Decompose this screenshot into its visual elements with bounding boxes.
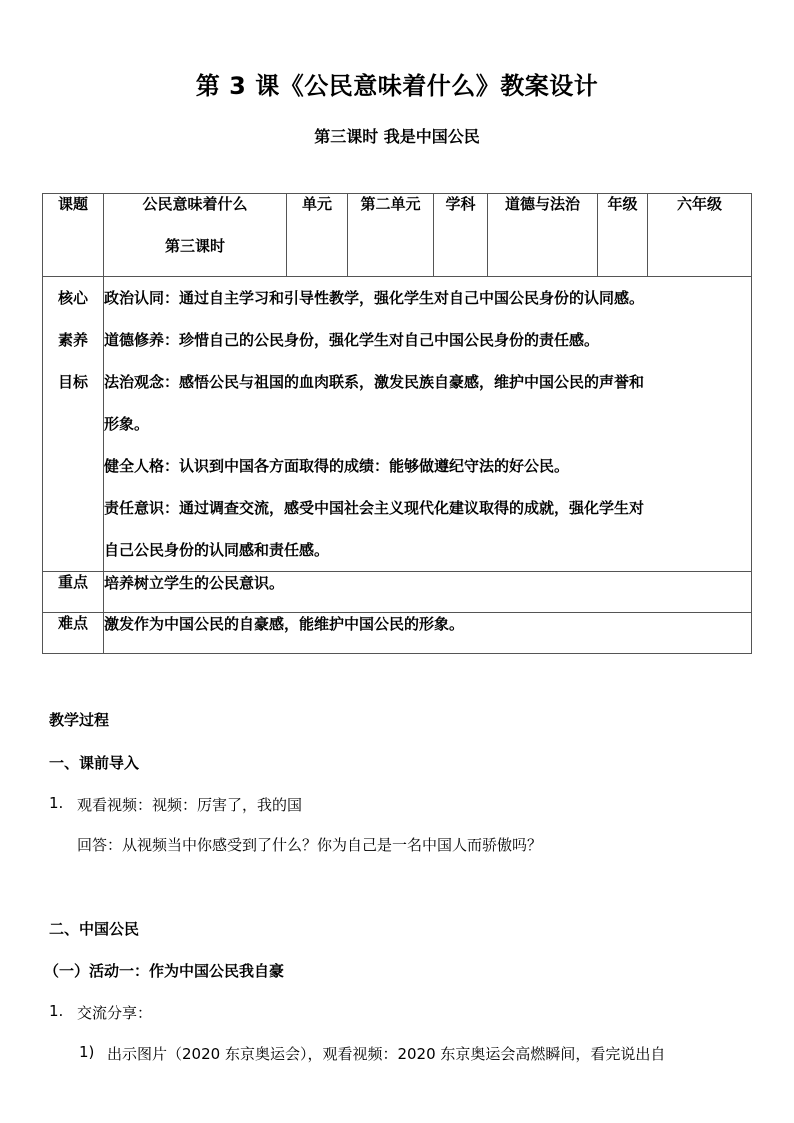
goal-line: 责任意识：通过调查交流，感受中国社会主义现代化建议取得的成就，强化学生对 [104, 499, 645, 517]
subject-label: 学科 [434, 194, 488, 277]
core-goals-label: 核心 素养 目标 [43, 277, 104, 572]
header-row [43, 194, 752, 277]
goal-line: 形象。 [104, 415, 150, 433]
goal-line: 道德修养：珍惜自己的公民身份，强化学生对自己中国公民身份的责任感。 [104, 331, 600, 349]
section-1-title: 一、课前导入 [49, 754, 140, 772]
subject-value: 道德与法治 [488, 194, 598, 277]
sub-list-number: 1) [79, 1043, 95, 1061]
document-title: 第 3 课《公民意味着什么》教案设计 [195, 72, 599, 100]
section-2-sub-item-1: 出示图片（2020 东京奥运会），观看视频：2020 东京奥运会高燃瞬间，看完说出自 [107, 1045, 666, 1063]
list-number: 1. [49, 1002, 64, 1020]
core-goals-row [43, 277, 752, 572]
core-goals-list [104, 277, 752, 572]
section-1-answer: 回答：从视频当中你感受到了什么？你为自己是一名中国人而骄傲吗？ [77, 836, 543, 854]
goal-line: 自己公民身份的认同感和责任感。 [104, 541, 330, 559]
section-2-subtitle: （一）活动一：作为中国公民我自豪 [44, 962, 285, 980]
key-point-label: 重点 [43, 572, 104, 613]
difficult-point-row [43, 613, 752, 654]
difficult-point-value: 激发作为中国公民的自豪感，能维护中国公民的形象。 [104, 613, 752, 654]
section-2-title: 二、中国公民 [49, 920, 140, 938]
goal-line: 法治观念：感悟公民与祖国的血肉联系，激发民族自豪感，维护中国公民的声誉和 [104, 373, 645, 391]
topic-value: 公民意味着什么 第三课时 [104, 194, 287, 277]
difficult-point-label: 难点 [43, 613, 104, 654]
document-subtitle: 第三课时 我是中国公民 [314, 127, 480, 146]
section-1-item-1: 观看视频：视频：厉害了，我的国 [77, 796, 303, 814]
list-number: 1. [49, 794, 64, 812]
goal-line: 健全人格：认识到中国各方面取得的成绩：能够做遵纪守法的好公民。 [104, 457, 570, 475]
goal-line: 政治认同：通过自主学习和引导性教学，强化学生对自己中国公民身份的认同感。 [104, 289, 645, 307]
key-point-row [43, 572, 752, 613]
grade-value: 六年级 [648, 194, 752, 277]
lesson-info-table [42, 193, 752, 654]
key-point-value: 培养树立学生的公民意识。 [104, 572, 752, 613]
grade-label: 年级 [598, 194, 648, 277]
process-heading: 教学过程 [49, 711, 110, 729]
unit-value: 第二单元 [348, 194, 434, 277]
section-2-item-1: 交流分享： [77, 1004, 153, 1022]
topic-label: 课题 [43, 194, 104, 277]
unit-label: 单元 [287, 194, 348, 277]
